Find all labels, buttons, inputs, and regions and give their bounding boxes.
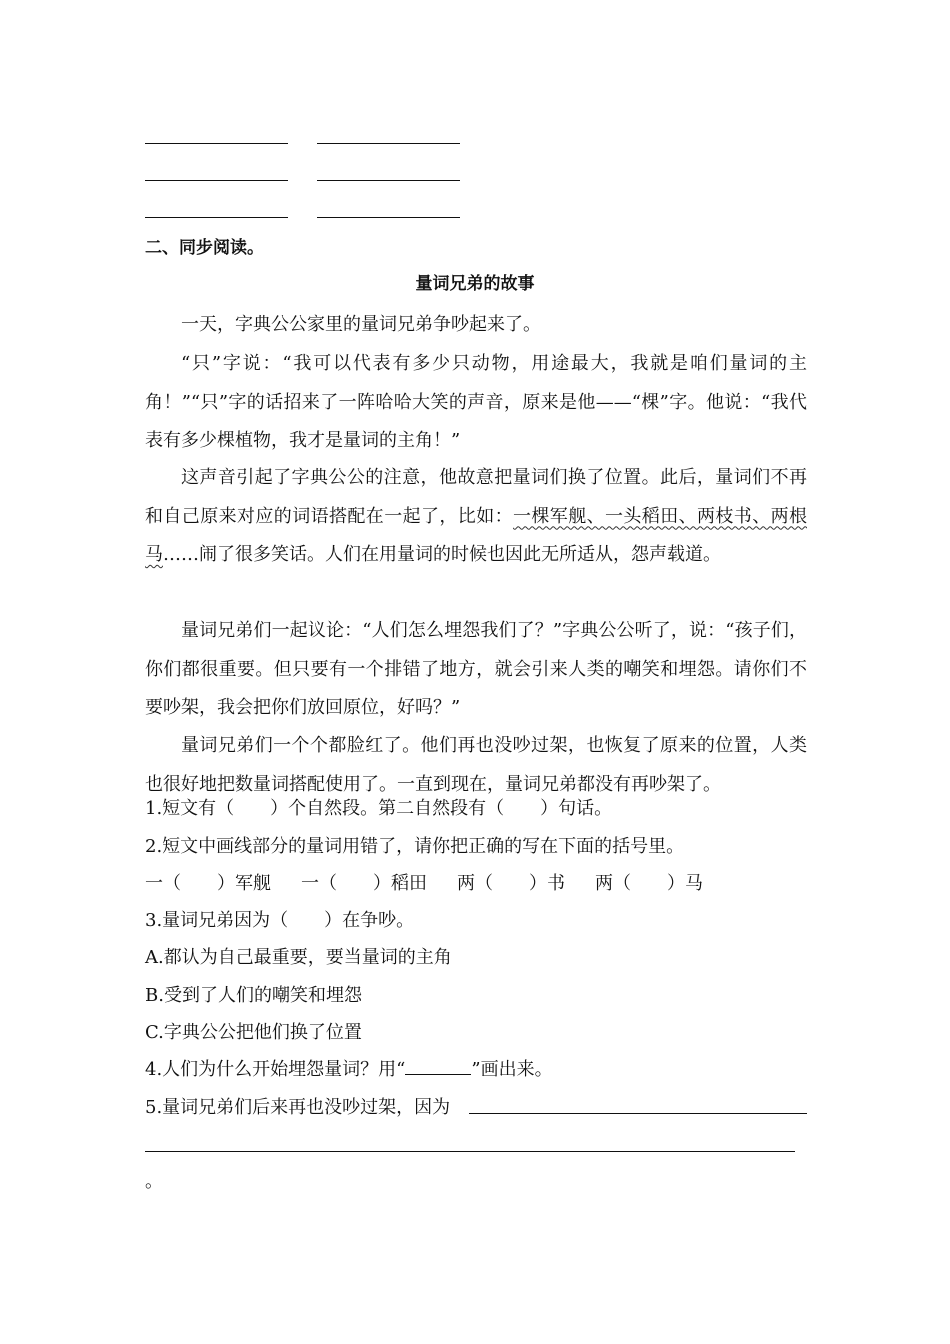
- answer-blank[interactable]: [145, 142, 288, 144]
- question-5: 5.量词兄弟们后来再也没吵过架，因为: [145, 1097, 451, 1118]
- q5-answer-line[interactable]: [469, 1112, 807, 1114]
- story-title: 量词兄弟的故事: [415, 274, 535, 294]
- q2-item-book[interactable]: 两（ ）书: [457, 873, 565, 894]
- q5-end-period: 。: [145, 1171, 163, 1192]
- section-heading: 二、同步阅读。: [145, 238, 264, 258]
- underlined-measure-words: 一棵军舰、一头稻田、两枝书、两根马: [145, 505, 807, 565]
- paragraph-3-text-after: ……闹了很多笑话。人们在用量词的时候也因此无所适从，怨声载道。: [163, 544, 721, 565]
- answer-blank[interactable]: [317, 179, 460, 181]
- question-4: [145, 1058, 553, 1082]
- paragraph-4: 量词兄弟们一起议论：“人们怎么埋怨我们了？”字典公公听了，说：“孩子们，你们都很重要。但只要有一个排错了地方，就会引来人类的嘲笑和埋怨。请你们不要吵架，我会把你们放回原位，好吗？”: [145, 620, 807, 718]
- paragraph-3-text-before: 这声音引起了字典公公的注意，他故意把量词们换了位置。此后，量词们不再和自己原来对应的词语搭配在一起了，比如：: [145, 467, 807, 527]
- paragraph-2: “只”字说：“我可以代表有多少只动物，用途最大，我就是咱们量词的主角！”“只”字的话招来了一阵哈哈大笑的声音，原来是他——“棵”字。他说：“我代表有多少棵植物，我才是量词的主角！”: [145, 353, 807, 451]
- paragraph-1: 一天，字典公公家里的量词兄弟争吵起来了。: [181, 314, 541, 335]
- answer-blank[interactable]: [317, 216, 460, 218]
- q3-option-c[interactable]: C.字典公公把他们换了位置: [145, 1022, 362, 1043]
- q2-item-horse[interactable]: 两（ ）马: [595, 873, 703, 894]
- q3-option-b[interactable]: B.受到了人们的嘲笑和埋怨: [145, 985, 362, 1006]
- answer-blank[interactable]: [145, 179, 288, 181]
- answer-blank[interactable]: [145, 216, 288, 218]
- q4-text-after: ”画出来。: [471, 1059, 553, 1080]
- q2-item-warship[interactable]: 一（ ）军舰: [145, 873, 271, 894]
- q4-text-before: 4.人们为什么开始埋怨量词？用“: [145, 1059, 406, 1080]
- question-1: 1.短文有（ ）个自然段。第二自然段有（ ）句话。: [145, 798, 613, 819]
- paragraph-5: 量词兄弟们一个个都脸红了。他们再也没吵过架，也恢复了原来的位置，人类也很好地把数量词搭配使用了。一直到现在，量词兄弟都没有再吵架了。: [145, 735, 807, 795]
- paragraph-3: [145, 459, 807, 575]
- q2-item-rice-field[interactable]: 一（ ）稻田: [301, 873, 427, 894]
- question-3: 3.量词兄弟因为（ ）在争吵。: [145, 910, 415, 931]
- q3-option-a[interactable]: A.都认为自己最重要，要当量词的主角: [145, 947, 452, 968]
- question-2: 2.短文中画线部分的量词用错了，请你把正确的写在下面的括号里。: [145, 836, 685, 857]
- answer-blank[interactable]: [317, 142, 460, 144]
- q4-underline-sample: [405, 1060, 471, 1075]
- question-2-items: [145, 872, 703, 896]
- q5-answer-line-2[interactable]: [145, 1150, 795, 1152]
